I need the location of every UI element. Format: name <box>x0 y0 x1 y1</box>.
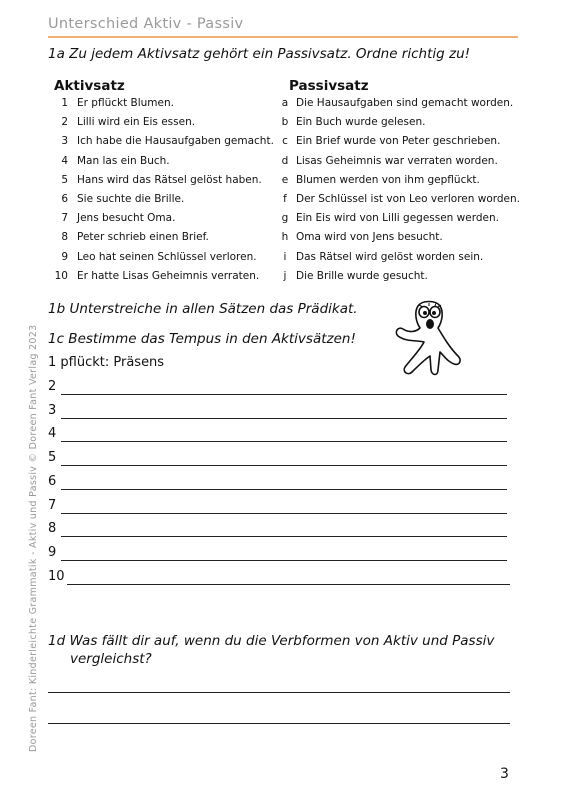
active-sentence-text: Sie suchte die Brille. <box>77 193 185 205</box>
active-sentence-text: Hans wird das Rätsel gelöst haben. <box>77 173 262 186</box>
copyright-side-text: Doreen Fant: Kinderleichte Grammatik - Aktiv und Passiv © Doreen Fant Verlag 2023 <box>28 324 39 752</box>
tense-answer-line[interactable] <box>61 441 507 442</box>
task-1b-instruction: 1b Unterstreiche in allen Sätzen das Prädikat. <box>48 301 358 317</box>
tense-answer-number: 7 <box>48 497 57 513</box>
passive-sentence-letter: i <box>283 250 287 263</box>
tense-answer-line[interactable] <box>61 513 507 514</box>
tense-answer-line[interactable] <box>61 536 507 537</box>
passive-sentence-letter: f <box>283 193 287 205</box>
active-sentence-text: Er pflückt Blumen. <box>77 97 174 109</box>
tense-answer-number: 8 <box>48 521 57 537</box>
column-heading-active: Aktivsatz <box>54 78 125 94</box>
column-heading-passive: Passivsatz <box>289 78 369 94</box>
passive-sentence-letter: j <box>283 269 287 282</box>
passive-sentence-letter: c <box>282 135 288 148</box>
active-sentence-number: 4 <box>61 154 68 167</box>
active-sentence-number: 7 <box>61 212 68 225</box>
tense-answer-row <box>48 401 56 421</box>
active-sentence-number: 2 <box>61 116 68 129</box>
tense-answer-number: 3 <box>48 402 57 418</box>
tense-answer-line[interactable] <box>61 418 507 419</box>
tense-answer-row <box>48 519 56 539</box>
passive-sentence-text: Ein Brief wurde von Peter geschrieben. <box>296 135 501 148</box>
passive-sentence-text: Die Brille wurde gesucht. <box>296 269 428 282</box>
passive-sentence-text: Die Hausaufgaben sind gemacht worden. <box>296 97 514 109</box>
writing-line-1d-2[interactable] <box>48 723 510 724</box>
tense-answer-row <box>48 567 65 587</box>
active-sentence-text: Jens besucht Oma. <box>77 212 176 225</box>
tense-answer-row <box>48 472 56 492</box>
passive-sentence-text: Ein Buch wurde gelesen. <box>296 116 426 129</box>
active-sentence-number: 10 <box>54 269 68 282</box>
passive-sentence-text: Lisas Geheimnis war verraten worden. <box>296 154 498 167</box>
header-rule <box>48 36 518 38</box>
passive-sentence-text: Ein Eis wird von Lilli gegessen werden. <box>296 212 499 225</box>
active-sentence-number: 9 <box>61 250 68 263</box>
tense-answer-row <box>48 543 56 563</box>
active-sentence-number: 1 <box>61 97 68 109</box>
tense-answer-number: 6 <box>48 473 57 489</box>
task-1d-line-2: vergleichst? <box>70 651 152 667</box>
tense-answer-line[interactable] <box>61 394 507 395</box>
task-1c-instruction: 1c Bestimme das Tempus in den Aktivsätzen! <box>48 331 356 347</box>
active-sentence-text: Leo hat seinen Schlüssel verloren. <box>77 250 257 263</box>
mascot-illustration <box>388 296 468 378</box>
tense-answer-number: 5 <box>48 450 57 466</box>
passive-sentence-letter: a <box>281 97 289 109</box>
tense-answer-number: 4 <box>48 426 57 442</box>
page-number: 3 <box>500 766 509 782</box>
active-sentence-text: Lilli wird ein Eis essen. <box>77 116 196 129</box>
tense-answer-number: 2 <box>48 379 57 394</box>
active-sentence-number: 8 <box>61 231 68 244</box>
tense-answer-line[interactable] <box>67 584 510 585</box>
passive-sentence-letter: h <box>281 231 289 244</box>
passive-sentence-letter: g <box>281 212 289 225</box>
tense-answer-row <box>48 424 56 444</box>
passive-sentence-letter: d <box>281 154 289 167</box>
task-1a-instruction: 1a Zu jedem Aktivsatz gehört ein Passivsatz. Ordne richtig zu! <box>48 46 471 62</box>
writing-line-1d-1[interactable] <box>48 692 510 693</box>
active-sentence-number: 5 <box>61 173 68 186</box>
passive-sentence-text: Oma wird von Jens besucht. <box>296 231 443 244</box>
active-sentence-text: Man las ein Buch. <box>77 154 170 167</box>
tense-answer-line[interactable] <box>61 489 507 490</box>
page-header-title: Unterschied Aktiv - Passiv <box>48 16 244 32</box>
passive-sentence-letter: b <box>281 116 289 129</box>
active-sentence-number: 3 <box>61 135 68 148</box>
passive-sentence-text: Blumen werden von ihm gepflückt. <box>296 173 480 186</box>
task-1d-line-1: 1d Was fällt dir auf, wenn du die Verbformen von Aktiv und Passiv <box>48 633 495 649</box>
tense-example-answer: 1 pflückt: Präsens <box>48 355 165 370</box>
task-1d-instruction <box>48 632 518 668</box>
tense-answer-row <box>48 448 56 468</box>
passive-sentence-letter: e <box>281 173 289 186</box>
active-sentence-text: Ich habe die Hausaufgaben gemacht. <box>77 135 274 148</box>
active-sentence-text: Er hatte Lisas Geheimnis verraten. <box>77 269 260 282</box>
active-sentence-number: 6 <box>61 193 68 205</box>
tense-answer-number: 10 <box>48 568 65 584</box>
tense-answer-row <box>48 377 56 397</box>
tense-answer-line[interactable] <box>61 560 507 561</box>
active-sentence-text: Peter schrieb einen Brief. <box>77 231 209 244</box>
passive-sentence-text: Das Rätsel wird gelöst worden sein. <box>296 250 484 263</box>
passive-sentence-text: Der Schlüssel ist von Leo verloren worden. <box>296 193 521 205</box>
tense-answer-number: 9 <box>48 544 57 560</box>
tense-answer-line[interactable] <box>61 465 507 466</box>
tense-answer-row <box>48 496 56 516</box>
